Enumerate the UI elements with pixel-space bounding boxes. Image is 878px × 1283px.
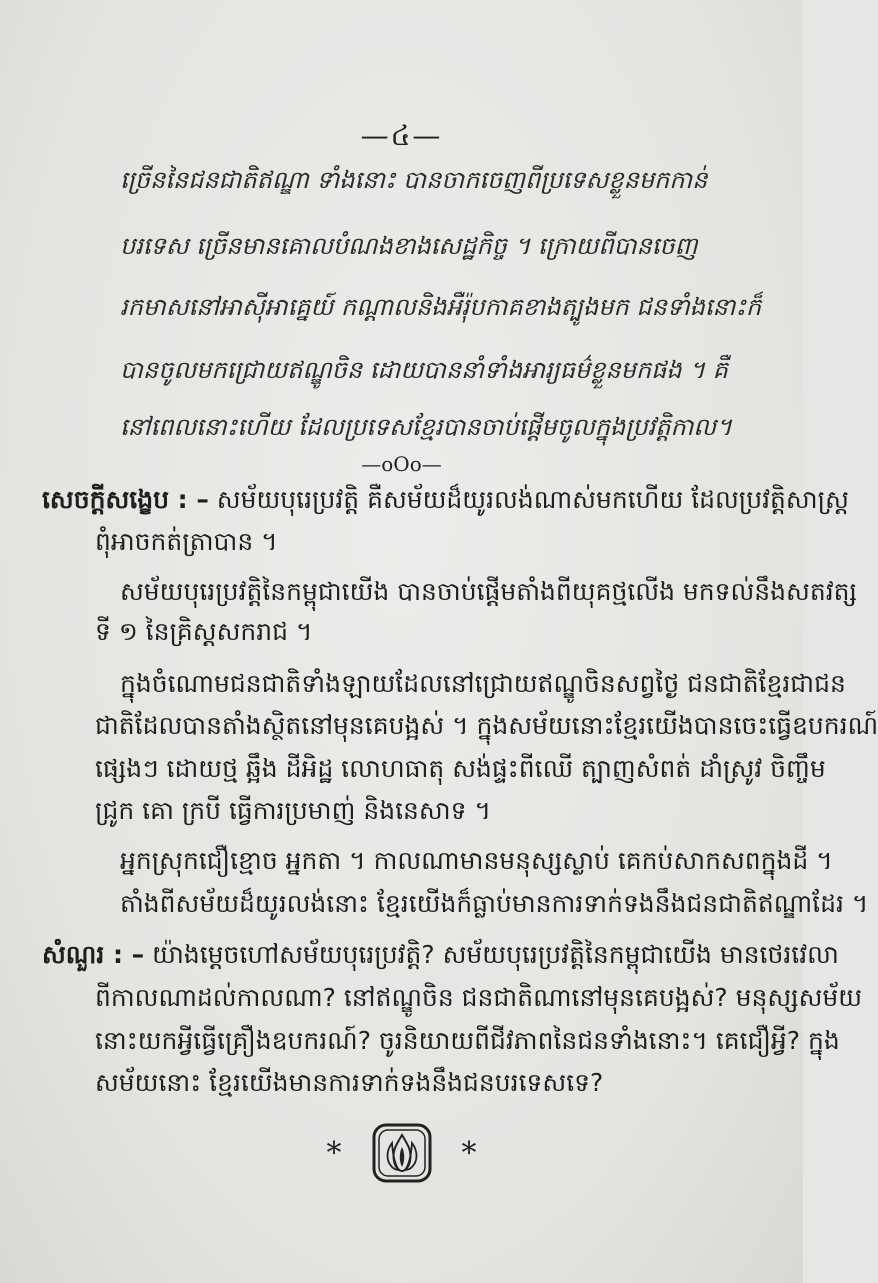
summary-line: ពុំអាចកត់ត្រាបាន ។ <box>95 527 278 556</box>
question-line: នោះយកអ្វីធ្វើគ្រឿងឧបករណ៍? ចូរនិយាយពីជីវភាពនៃជនទាំងនោះ។ គេជឿអ្វី? ក្នុង <box>95 1026 840 1055</box>
summary-line: ជាតិដែលបានតាំងស្ថិតនៅមុនគេបង្អស់ ។ ក្នុងសម័យនោះខ្មែរយើងបានចេះធ្វើឧបករណ៍ <box>95 711 878 740</box>
footer-ornament <box>0 1118 803 1188</box>
intro-line: ច្រើននៃជនជាតិឥណ្ឌា ទាំងនោះ បានចាកចេញពីប្រទេសខ្លួនមកកាន់ <box>120 166 708 194</box>
section-separator: —oOo— <box>361 452 442 476</box>
intro-line: បានចូលមកជ្រោយឥណ្ឌូចិន ដោយបាននាំទាំងអារ្យធម៌ខ្លួនមកផង ។ គឺ <box>120 356 728 384</box>
summary-line: ជ្រូក គោ ក្របី ធ្វើការប្រមាញ់ និងនេសាទ ។ <box>95 796 491 825</box>
intro-line: រកមាសនៅអាស៊ីអាគ្នេយ៍ កណ្ដាលនិងអឺរ៉ុបកាគខាងត្បូងមក ជនទាំងនោះក៏ <box>120 293 762 321</box>
question-line: សម័យនោះ ខ្មែរយើងមានការទាក់ទងនឹងជនបរទេសទេ? <box>95 1068 604 1097</box>
intro-line: នៅពេលនោះហើយ ដែលប្រទេសខ្មែរបានចាប់ផ្តើមចូលក្នុងប្រវត្តិកាល។ <box>120 413 732 441</box>
summary-line: សម័យបុរេប្រវត្តិ គឺសម័យដ៏យូរលង់ណាស់មកហើយ ដែលប្រវត្តិសាស្ត្រ <box>208 485 849 514</box>
questions-label: សំណួរ : – <box>42 940 145 969</box>
summary-line: តាំងពីសម័យដ៏យូរលង់នោះ ខ្មែរយើងក៏ធ្លាប់មានការទាក់ទងនឹងជនជាតិឥណ្ឌាដែរ ។ <box>120 889 869 918</box>
summary-line: សម័យបុរេប្រវត្តិនៃកម្ពុជាយើង បានចាប់ផ្តើមតាំងពីយុគថ្មលើង មកទល់នឹងសតវត្ស <box>120 577 857 606</box>
intro-line: បរទេស ច្រើនមានគោលបំណងខាងសេដ្ឋកិច្ច ។ ក្រោយពីបានចេញ <box>120 232 698 260</box>
summary-line: ក្នុងចំណោមជនជាតិទាំងឡាយដែលនៅជ្រោយឥណ្ឌូចិនសព្វថ្ងៃ ជនជាតិខ្មែរជាជន <box>120 669 846 698</box>
summary-first-line <box>42 480 849 520</box>
question-line: ពីកាលណាដល់កាលណា? នៅឥណ្ឌូចិន ជនជាតិណានៅមុនគេបង្អស់? មនុស្សសម័យ <box>95 983 863 1012</box>
summary-line: អ្នកស្រុកជឿខ្មោច អ្នកតា ។ កាលណាមានមនុស្សស្លាប់ គេកប់សាកសពក្នុងដី ។ <box>120 846 833 875</box>
flame-emblem-icon <box>370 1121 434 1185</box>
right-star: * <box>461 1135 477 1171</box>
left-star: * <box>326 1135 342 1171</box>
page-number: —៤— <box>360 119 443 152</box>
questions-first-line <box>42 935 839 975</box>
question-line: យ៉ាងម្ដេចហៅសម័យបុរេប្រវត្តិ? សម័យបុរេប្រវត្តិនៃកម្ពុជាយើង មានថេរវេលា <box>144 940 839 969</box>
summary-label: សេចក្ដីសង្ខេប : – <box>42 485 209 514</box>
summary-line: ទី ១ នៃគ្រិស្តសករាជ ។ <box>95 617 313 646</box>
summary-line: ផ្សេងៗ ដោយថ្ម ឆ្អឹង ដីអិដ្ឋ លោហធាតុ សង់ផ្ទះពីឈើ ត្បាញសំពត់ ដាំស្រូវ ចិញ្ចឹម <box>95 754 826 783</box>
